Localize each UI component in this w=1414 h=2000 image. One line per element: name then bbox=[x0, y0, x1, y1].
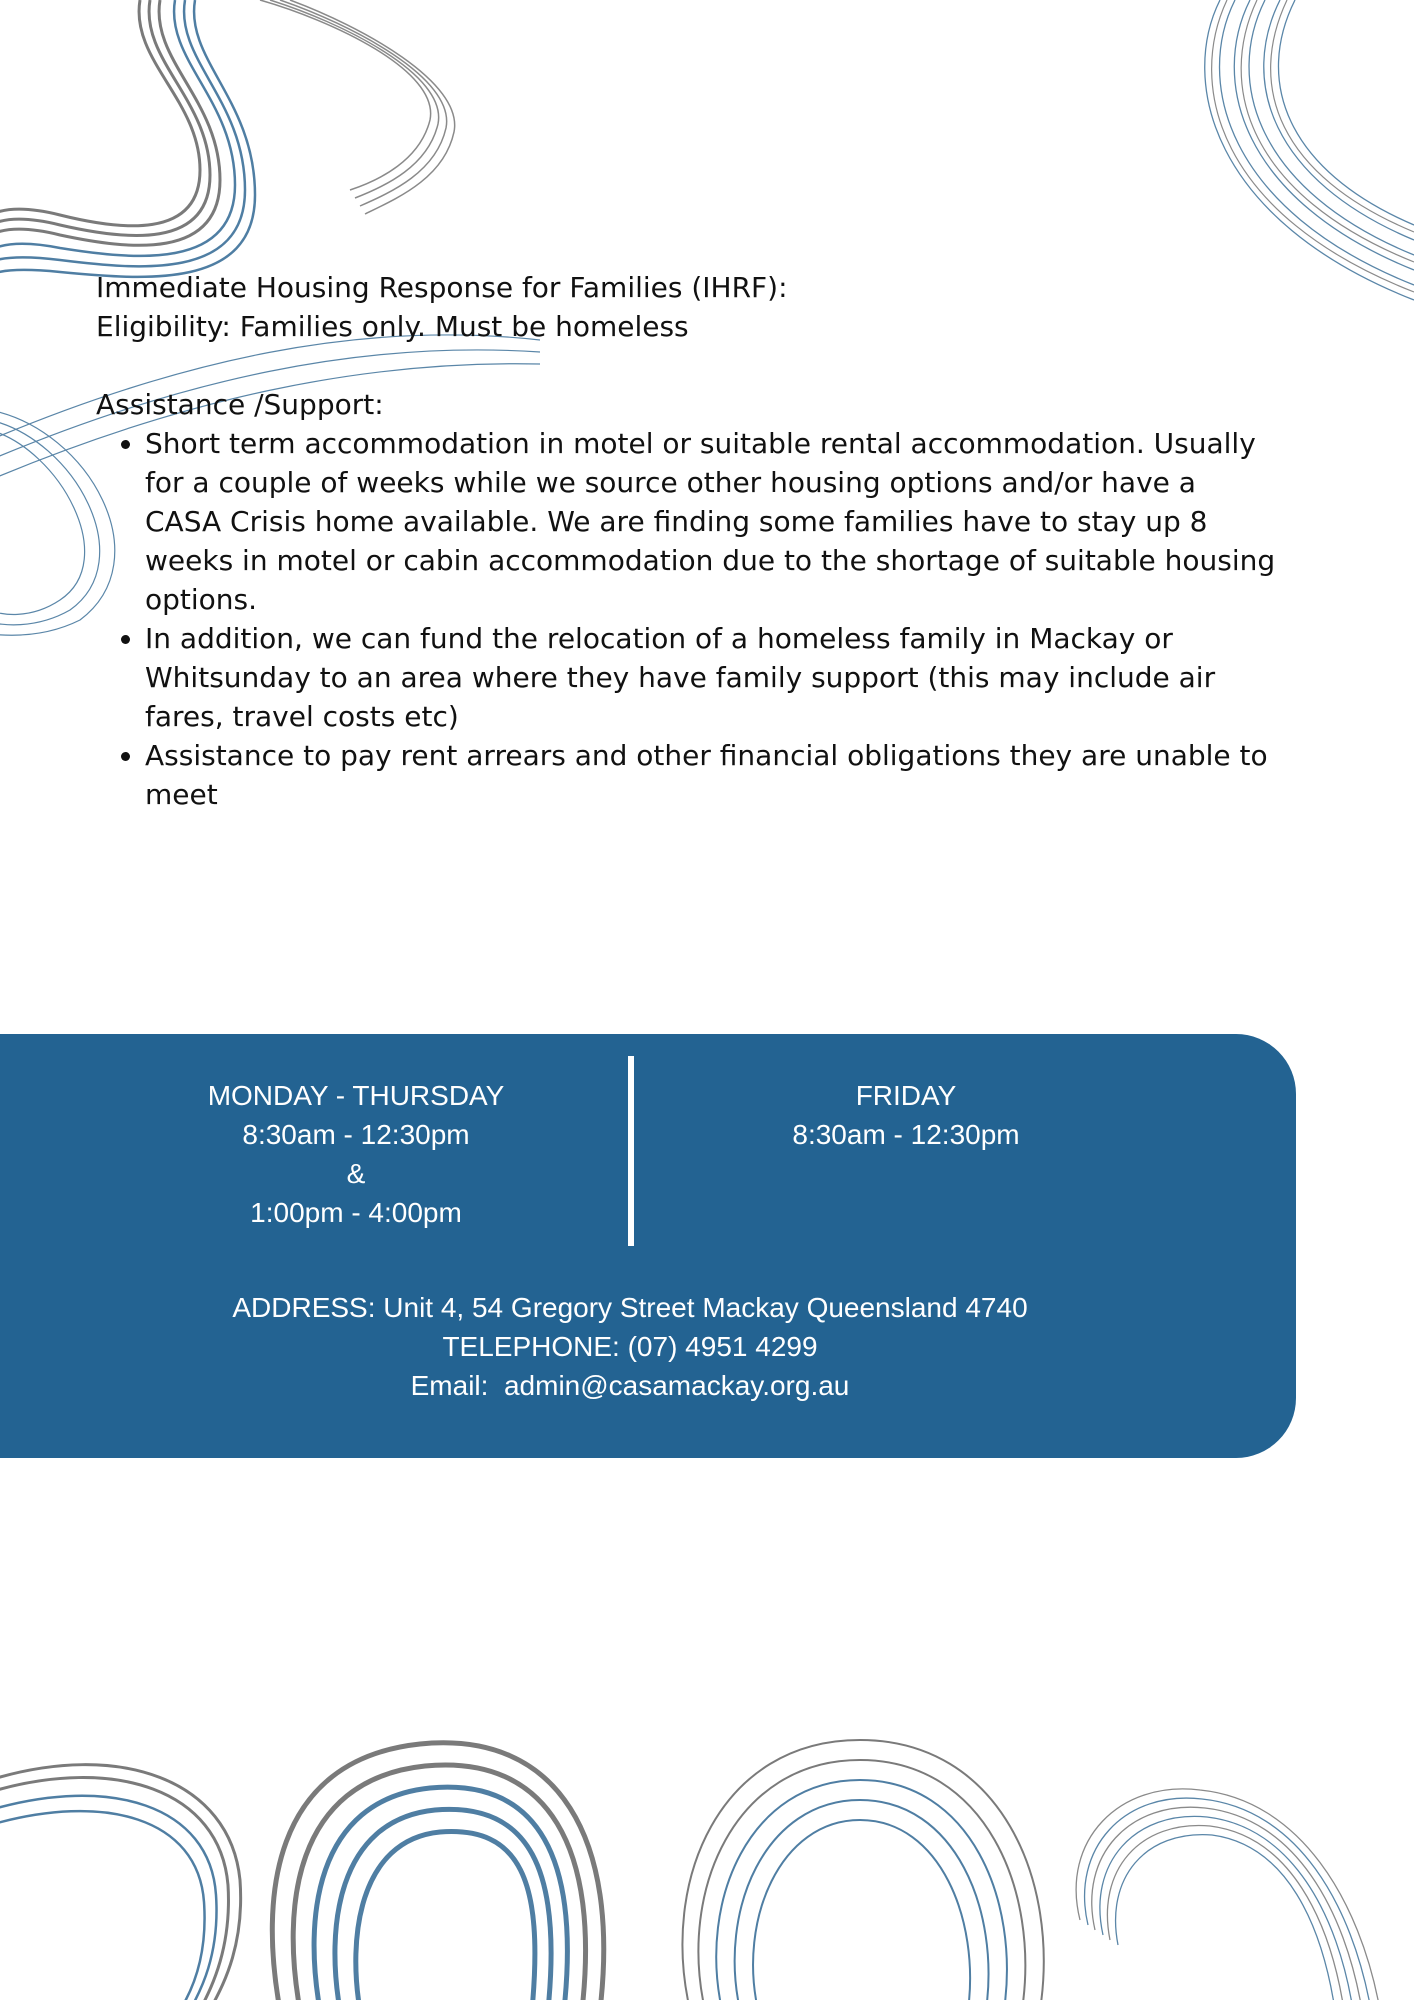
session-time: 8:30am - 12:30pm bbox=[792, 1119, 1020, 1150]
email-text[interactable]: Email: admin@casamackay.org.au bbox=[410, 1370, 850, 1401]
service-description bbox=[96, 268, 1276, 814]
days-label: FRIDAY bbox=[855, 1080, 957, 1111]
eligibility-text: Eligibility: Families only. Must be homeless bbox=[96, 310, 689, 343]
session-time: 1:00pm - 4:00pm bbox=[250, 1197, 462, 1228]
session-joiner: & bbox=[346, 1158, 366, 1189]
address-text: ADDRESS: Unit 4, 54 Gregory Street Mackay Queensland 4740 bbox=[232, 1292, 1028, 1323]
hours-friday bbox=[706, 1076, 1106, 1154]
contact-details bbox=[0, 1288, 1260, 1405]
hours-contact-panel bbox=[0, 1034, 1296, 1458]
hours-mon-thu bbox=[156, 1076, 556, 1232]
assistance-heading: Assistance /Support: bbox=[96, 388, 384, 421]
swirl-lines-bottom bbox=[0, 1720, 1414, 2000]
list-item: • Short term accommodation in motel or suitable rental accommodation. Usually for a couple of weeks while we source other housing options and/or have a CASA Crisis home available. We are finding some families have to stay up 8 weeks in motel or cabin accommodation due to the shortage of suitable housing options. bbox=[145, 424, 1276, 619]
spacer bbox=[96, 346, 1276, 385]
column-divider bbox=[628, 1056, 634, 1246]
list-item: • Assistance to pay rent arrears and other financial obligations they are unable to meet bbox=[145, 736, 1276, 814]
session-time: 8:30am - 12:30pm bbox=[242, 1119, 470, 1150]
days-label: MONDAY - THURSDAY bbox=[207, 1080, 505, 1111]
assistance-list bbox=[96, 424, 1276, 814]
list-item: • In addition, we can fund the relocation of a homeless family in Mackay or Whitsunday to an area where they have family support (this may include air fares, travel costs etc) bbox=[145, 619, 1276, 736]
service-title: Immediate Housing Response for Families (IHRF): bbox=[96, 271, 788, 304]
telephone-text: TELEPHONE: (07) 4951 4299 bbox=[442, 1331, 818, 1362]
